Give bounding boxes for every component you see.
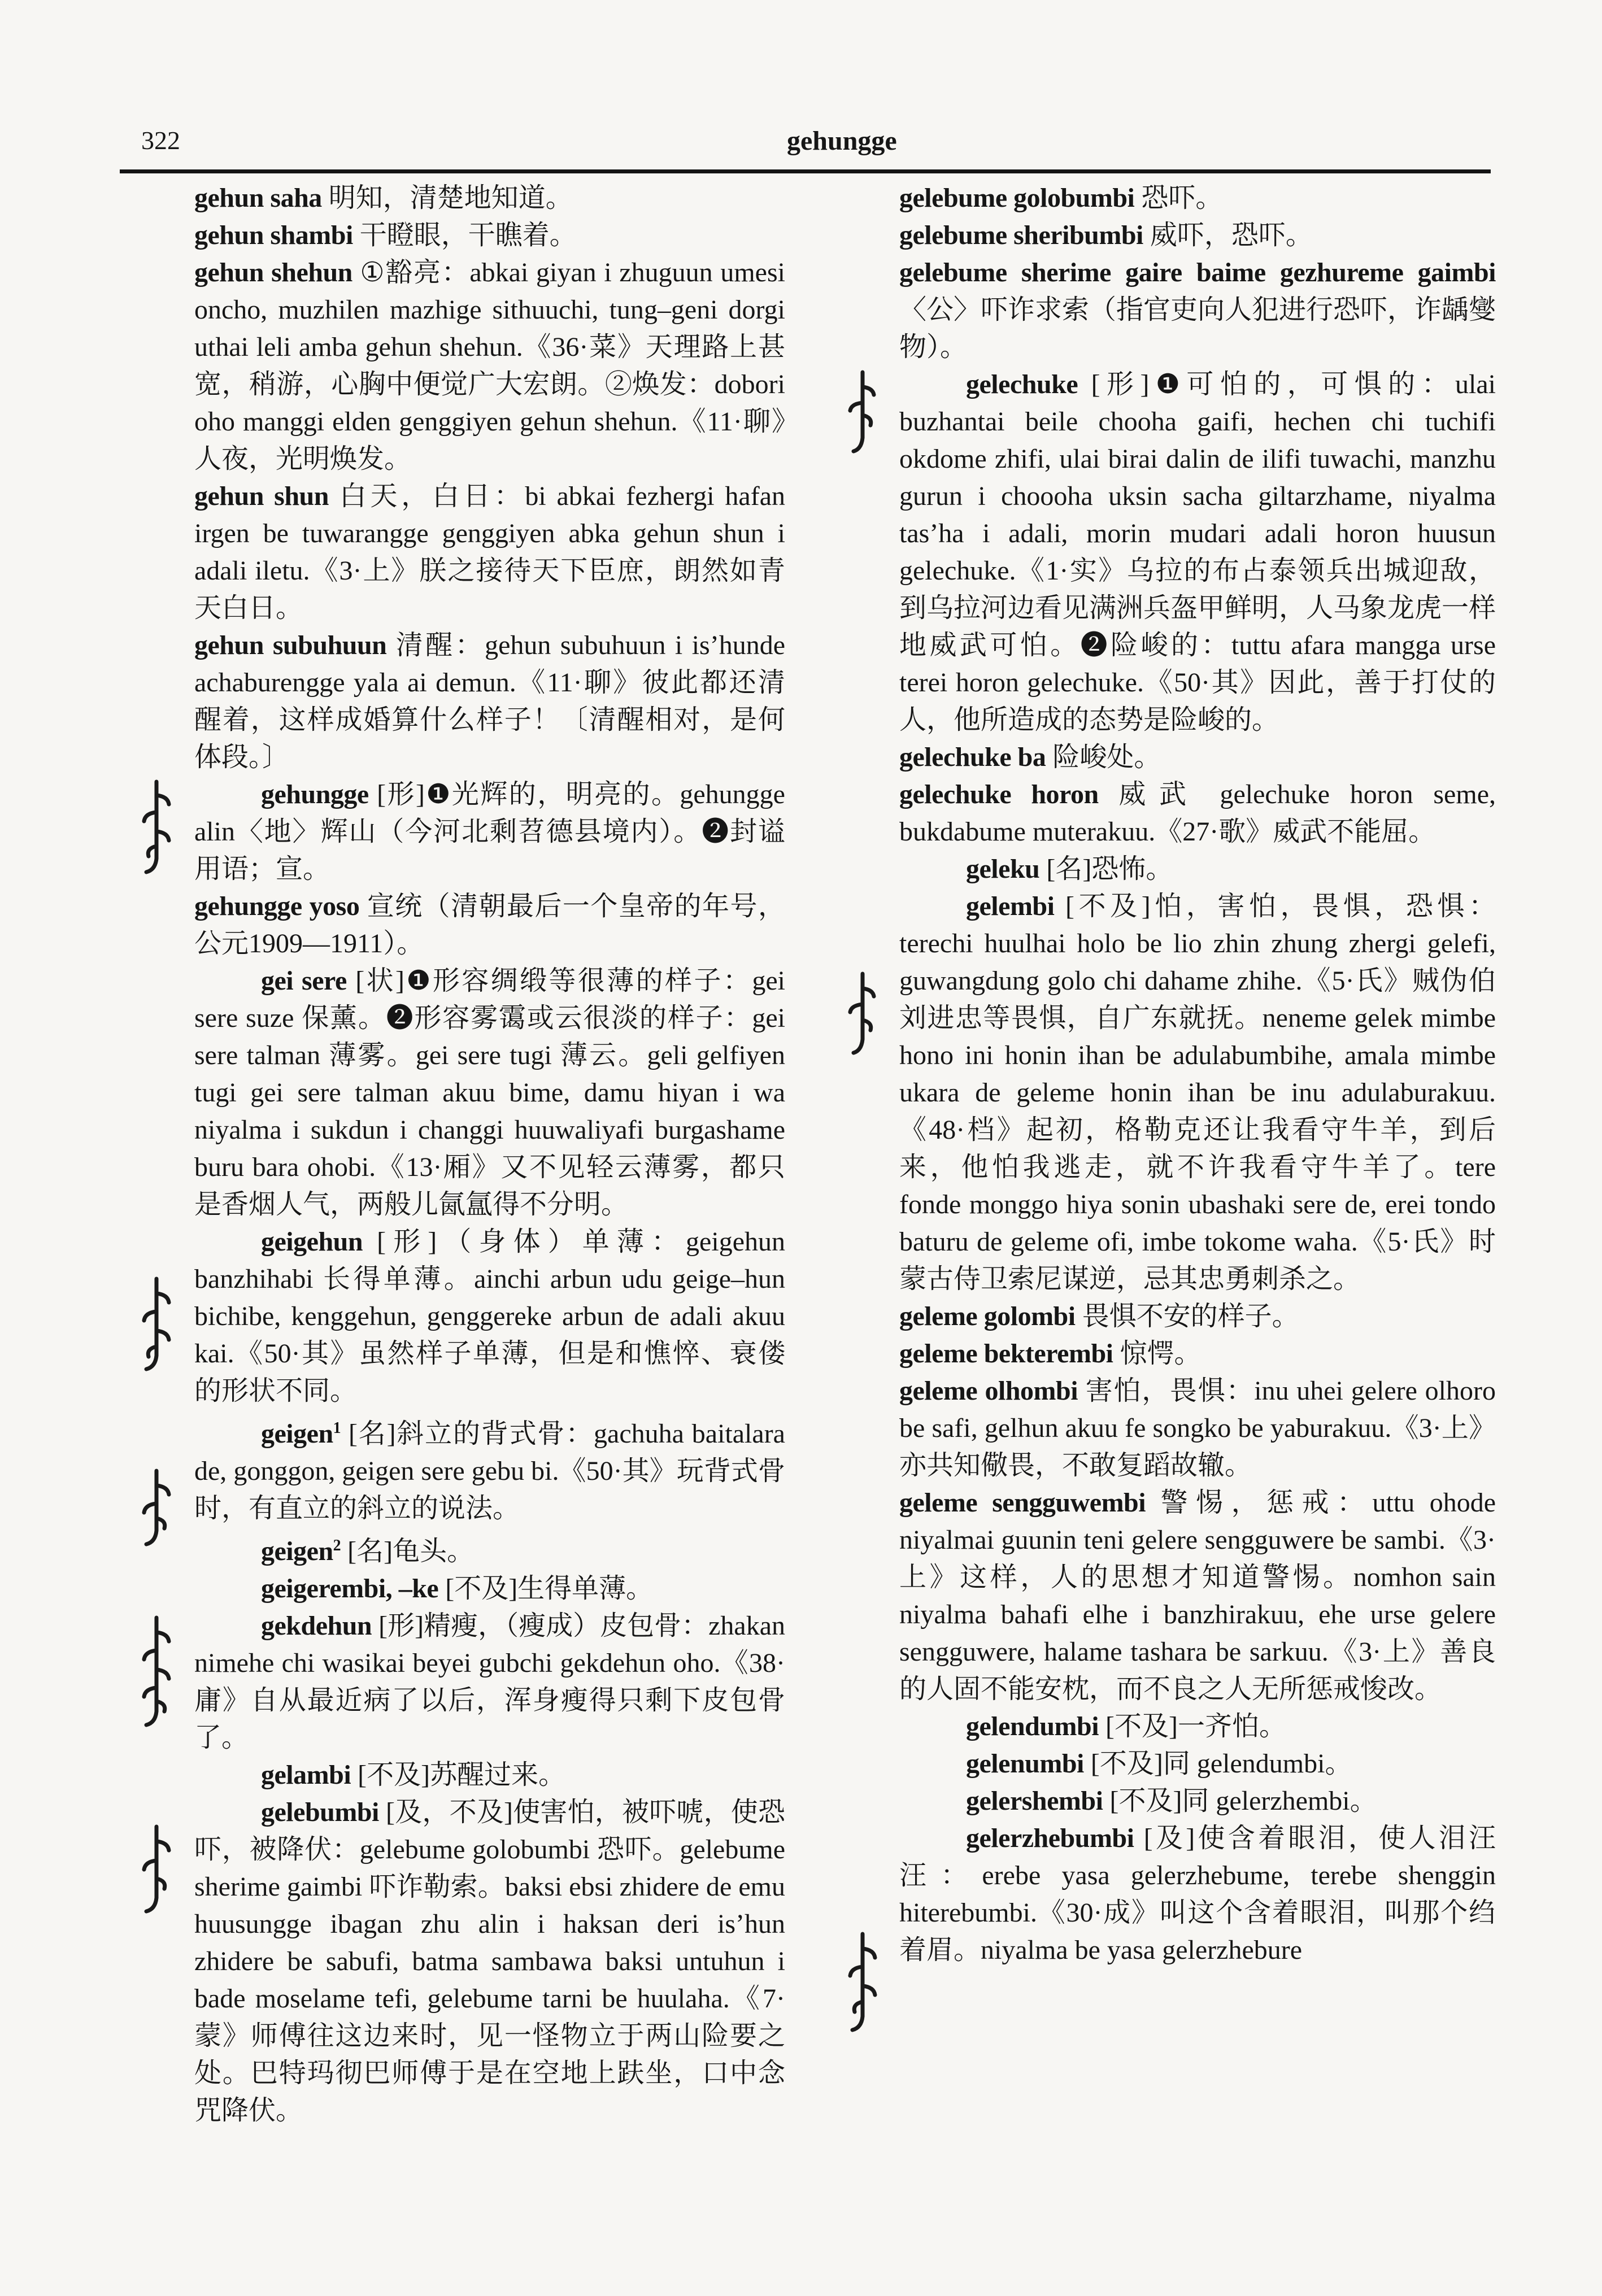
dictionary-entry: [194, 478, 785, 627]
manchu-script-gelembi-icon: [844, 971, 881, 1056]
entry-definition: 惊愕。: [1113, 1339, 1202, 1369]
entry-definition: ①豁亮：abkai giyan i zhuguun umesi oncho, muzhilen mazhige sithuuchi, tung–geni dorgi uthai leli amba gehun shehun.《36·菜》天理路上甚宽，稍游，心胸中便觉广大宏朗。②焕发：dobori oho manggi elden genggiyen gehun shehun.《11·聊》人夜，光明焕发。: [194, 258, 786, 474]
entry-definition: [不及]苏醒过来。: [351, 1760, 566, 1790]
entry-definition: 畏惧不安的样子。: [1075, 1301, 1299, 1331]
dictionary-entry: [899, 1820, 1496, 1969]
entry-definition: [不及]一齐怕。: [1099, 1711, 1287, 1741]
entry-headword: gelebumbi: [261, 1797, 379, 1827]
dictionary-entry: [194, 776, 785, 888]
dictionary-entry: [899, 1484, 1496, 1708]
dictionary-entry: [899, 1783, 1496, 1820]
entry-definition: [名]恐怖。: [1039, 854, 1173, 884]
dictionary-entry: [194, 1607, 785, 1757]
entry-definition: 害怕，畏惧：inu uhei gelere olhoro be safi, gelhun akuu fe songko be yaburakuu.《3·上》亦共知儆畏，不敢复蹈故辙。: [899, 1376, 1496, 1480]
entry-headword: gelembi: [966, 891, 1055, 921]
entry-headword: gelambi: [261, 1760, 351, 1790]
dictionary-entry: [899, 1708, 1496, 1745]
dictionary-entry: [899, 1335, 1496, 1373]
manchu-script-geigen-icon: [138, 1469, 175, 1548]
entry-headword: gehun subuhuun: [194, 630, 387, 660]
entry-definition: 威武 gelechuke horon seme, bukdabume muterakuu.《27·歌》威武不能屈。: [899, 779, 1496, 847]
dictionary-entry: [899, 851, 1496, 888]
entry-definition: [不及]生得单薄。: [438, 1574, 654, 1604]
dictionary-entry: [194, 1410, 785, 1527]
entry-definition: [形]精瘦，（瘦成）皮包骨：zhakan nimehe chi wasikai beyei gubchi gekdehun oho.《38·庸》自从最近病了以后，浑身瘦得只剩下皮包骨了。: [194, 1611, 785, 1753]
manchu-script-geigehun-icon: [138, 1276, 175, 1373]
entry-definition: [形]（身体）单薄：geigehun banzhihabi 长得单薄。ainchi arbun udu geige–hun bichibe, kenggehun, genggereke arbun de adali akuu kai.《50·其》虽然样子单薄，但是和憔悴、衰偻的形状不同。: [194, 1227, 785, 1406]
entry-headword: gelechuke ba: [899, 742, 1046, 772]
entry-definition: [及]使含着眼泪，使人泪汪汪：erebe yasa gelerzhebume, terebe shenggin hiterebumbi.《30·成》叫这个含着眼泪，叫那个绉着眉。niyalma be yasa gelerzhebure: [899, 1823, 1496, 1965]
entry-headword: gehun shun: [194, 481, 329, 511]
entry-definition: 白天，白日：bi abkai fezhergi hafan irgen be tuwarangge genggiyen abka gehun shun i adali iletu.《3·上》朕之接待天下臣庶，朗然如青天白日。: [194, 481, 786, 623]
entry-headword: gelebume sheribumbi: [899, 220, 1143, 250]
running-head: gehungge: [787, 126, 897, 156]
manchu-script-gelambi-icon: [138, 1824, 175, 1915]
entry-definition: [及，不及]使害怕，被吓唬，使恐吓，被降伏：gelebume golobumbi 恐吓。gelebume sherime gaimbi 吓诈勒索。baksi ebsi zhidere de emu huusungge ibagan zhu alin i haksan deri is’hun zhidere be sabufi, batma sambawa baksi untuhun i bade moselame tefi, gelebume tarni be huulaha.《7·蒙》师傅往这边来时，见一怪物立于两山险要之处。巴特玛彻巴师傅于是在空地上趺坐，口中念咒降伏。: [194, 1797, 785, 2125]
entry-headword: gelerzhebumbi: [966, 1823, 1134, 1853]
dictionary-entry: [194, 627, 785, 776]
entry-definition: 恐吓。: [1134, 183, 1223, 213]
entry-headword: gelershembi: [966, 1786, 1103, 1816]
dictionary-entry: [899, 217, 1496, 254]
dictionary-entry: [194, 217, 785, 254]
dictionary-entry: [194, 1527, 785, 1570]
entry-definition: [状]❶形容绸缎等很薄的样子：gei sere suze 保薰。❷形容雾霭或云很淡的样子：gei sere talman 薄雾。gei sere tugi 薄云。geli gelfiyen tugi gei sere talman akuu bime, damu hiyan i wa niyalma i sukdun i changgi huuwaliyafi burgashame buru bara ohobi.《13·厢》又不见轻云薄雾，都只是香烟人气，两般儿氤氲得不分明。: [194, 966, 785, 1219]
entry-homonym-number: 1: [333, 1419, 341, 1437]
dictionary-entry: [194, 1223, 785, 1410]
dictionary-entry: [194, 1570, 785, 1607]
page-number: 322: [141, 126, 180, 155]
dictionary-entry: [899, 366, 1496, 739]
entry-definition: [不及]怕，害怕，畏惧，恐惧：terechi huulhai holo be lio zhin zhung zhergi gelefi, guwangdung golo chi dahame zhihe.《5·氏》贼伪伯刘进忠等畏惧，自广东就抚。neneme gelek mimbe hono ini honin ihan be adulabumbihe, amala mimbe ukara de geleme honin ihan be inu adulaburakuu.《48·档》起初，格勒克还让我看守牛羊，到后来，他怕我逃走，就不许我看守牛羊了。tere fonde monggo hiya sonin ubashaki sere de, erei tondo baturu de geleme ofi, imbe tokome waha.《5·氏》时蒙古侍卫索尼谋逆，忌其忠勇刺杀之。: [899, 891, 1496, 1294]
right-column: [899, 180, 1496, 1969]
manchu-script-geigerembi-icon: [138, 1615, 175, 1728]
dictionary-entry: [899, 1745, 1496, 1783]
entry-definition: 清醒：gehun subuhuun i is’hunde achaburengge yala ai demun.《11·聊》彼此都还清醒着，这样成婚算什么样子！〔清醒相对，是何体段。〕: [194, 630, 785, 772]
entry-headword: geigen: [261, 1419, 333, 1449]
entry-headword: gehun shambi: [194, 220, 353, 250]
entry-definition: [形]❶可怕的，可惧的：ulai buzhantai beile chooha gaifi, hechen chi tuchifi okdome zhifi, ulai birai dalin de ilifi tuwachi, manzhu gurun i choooha uksin sacha giltarzhame, niyalma tas’ha i adali, morin mudari adali horon huusun gelechuke.《1·实》乌拉的布占泰领兵出城迎敌，到乌拉河边看见满洲兵盔甲鲜明，人马象龙虎一样地威武可怕。❷险峻的：tuttu afara mangga urse terei horon gelechuke.《50·其》因此，善于打仗的人，他所造成的态势是险峻的。: [899, 369, 1496, 735]
entry-headword: geleme sengguwembi: [899, 1488, 1146, 1518]
dictionary-entry: [899, 776, 1496, 851]
entry-headword: geleku: [966, 854, 1040, 884]
entry-definition: [不及]同 gelerzhembi。: [1103, 1786, 1377, 1816]
entry-headword: geleme olhombi: [899, 1376, 1078, 1406]
entry-headword: geigerembi, –ke: [261, 1574, 439, 1604]
entry-definition: [形]❶光辉的，明亮的。gehungge alin〈地〉辉山（今河北剩苕德县境内）。❷封谥用语；宣。: [194, 779, 785, 884]
dictionary-entry: [194, 254, 785, 478]
entry-headword: gelechuke horon: [899, 779, 1099, 809]
entry-definition: 威吓，恐吓。: [1143, 220, 1313, 250]
entry-definition: [名]斜立的背式骨：gachuha baitalara de, gonggon, geigen sere gebu bi.《50·其》玩背式骨时，有直立的斜立的说法。: [194, 1419, 785, 1523]
dictionary-entry: [194, 962, 785, 1223]
entry-headword: geleme bekterembi: [899, 1339, 1113, 1369]
entry-definition: 警惕，惩戒：uttu ohode niyalmai guunin teni gelere sengguwere be sambi.《3·上》这样，人的思想才知道警惕。nomhon sain niyalma bahafi elhe i banzhirakuu, ehe urse gelere sengguwere, halame tashara be sarkuu.《3·上》善良的人固不能安枕，而不良之人无所惩戒悛改。: [899, 1488, 1496, 1704]
entry-headword: gehun shehun: [194, 258, 352, 287]
entry-headword: gelenumbi: [966, 1749, 1084, 1779]
entry-headword: gelebume golobumbi: [899, 183, 1135, 213]
dictionary-entry: [899, 254, 1496, 366]
entry-definition: 〈公〉吓诈求索（指官吏向人犯进行恐吓，诈龋燮物）。: [899, 295, 1496, 362]
dictionary-entry: [194, 180, 785, 217]
entry-definition: 宣统（清朝最后一个皇帝的年号，公元1909—1911）。: [194, 891, 785, 959]
entry-headword: gelendumbi: [966, 1711, 1099, 1741]
dictionary-entry: [899, 739, 1496, 776]
entry-headword: gelebume sherime gaire baime gezhureme gaimbi: [899, 258, 1496, 287]
entry-headword: gehungge yoso: [194, 891, 360, 921]
manchu-script-gelechuke-icon: [844, 370, 881, 455]
entry-definition: [名]龟头。: [341, 1536, 474, 1566]
entry-definition: [不及]同 gelendumbi。: [1083, 1749, 1352, 1779]
entry-headword: geleme golombi: [899, 1301, 1076, 1331]
left-column: [194, 180, 785, 2129]
dictionary-entry: [899, 888, 1496, 1298]
entry-headword: gehun saha: [194, 183, 322, 213]
entry-headword: gehungge: [261, 779, 369, 809]
entry-definition: 明知，清楚地知道。: [321, 183, 573, 213]
manchu-script-gehungge-icon: [138, 779, 175, 875]
dictionary-entry: [899, 180, 1496, 217]
entry-headword: gei sere: [261, 966, 347, 996]
entry-headword: gekdehun: [261, 1611, 372, 1641]
entry-definition: 干瞪眼，干瞧着。: [352, 220, 577, 250]
manchu-script-gelendumbi-icon: [844, 1932, 881, 2033]
dictionary-entry: [194, 1757, 785, 1794]
dictionary-entry: [194, 888, 785, 962]
entry-headword: geigehun: [261, 1227, 363, 1257]
dictionary-entry: [899, 1298, 1496, 1335]
entry-definition: 险峻处。: [1046, 742, 1161, 772]
dictionary-entry: [194, 1794, 785, 2129]
entry-headword: geigen: [261, 1536, 333, 1566]
entry-headword: gelechuke: [966, 369, 1078, 399]
dictionary-entry: [899, 1373, 1496, 1484]
entry-homonym-number: 2: [333, 1537, 341, 1554]
header-rule: [120, 169, 1491, 173]
